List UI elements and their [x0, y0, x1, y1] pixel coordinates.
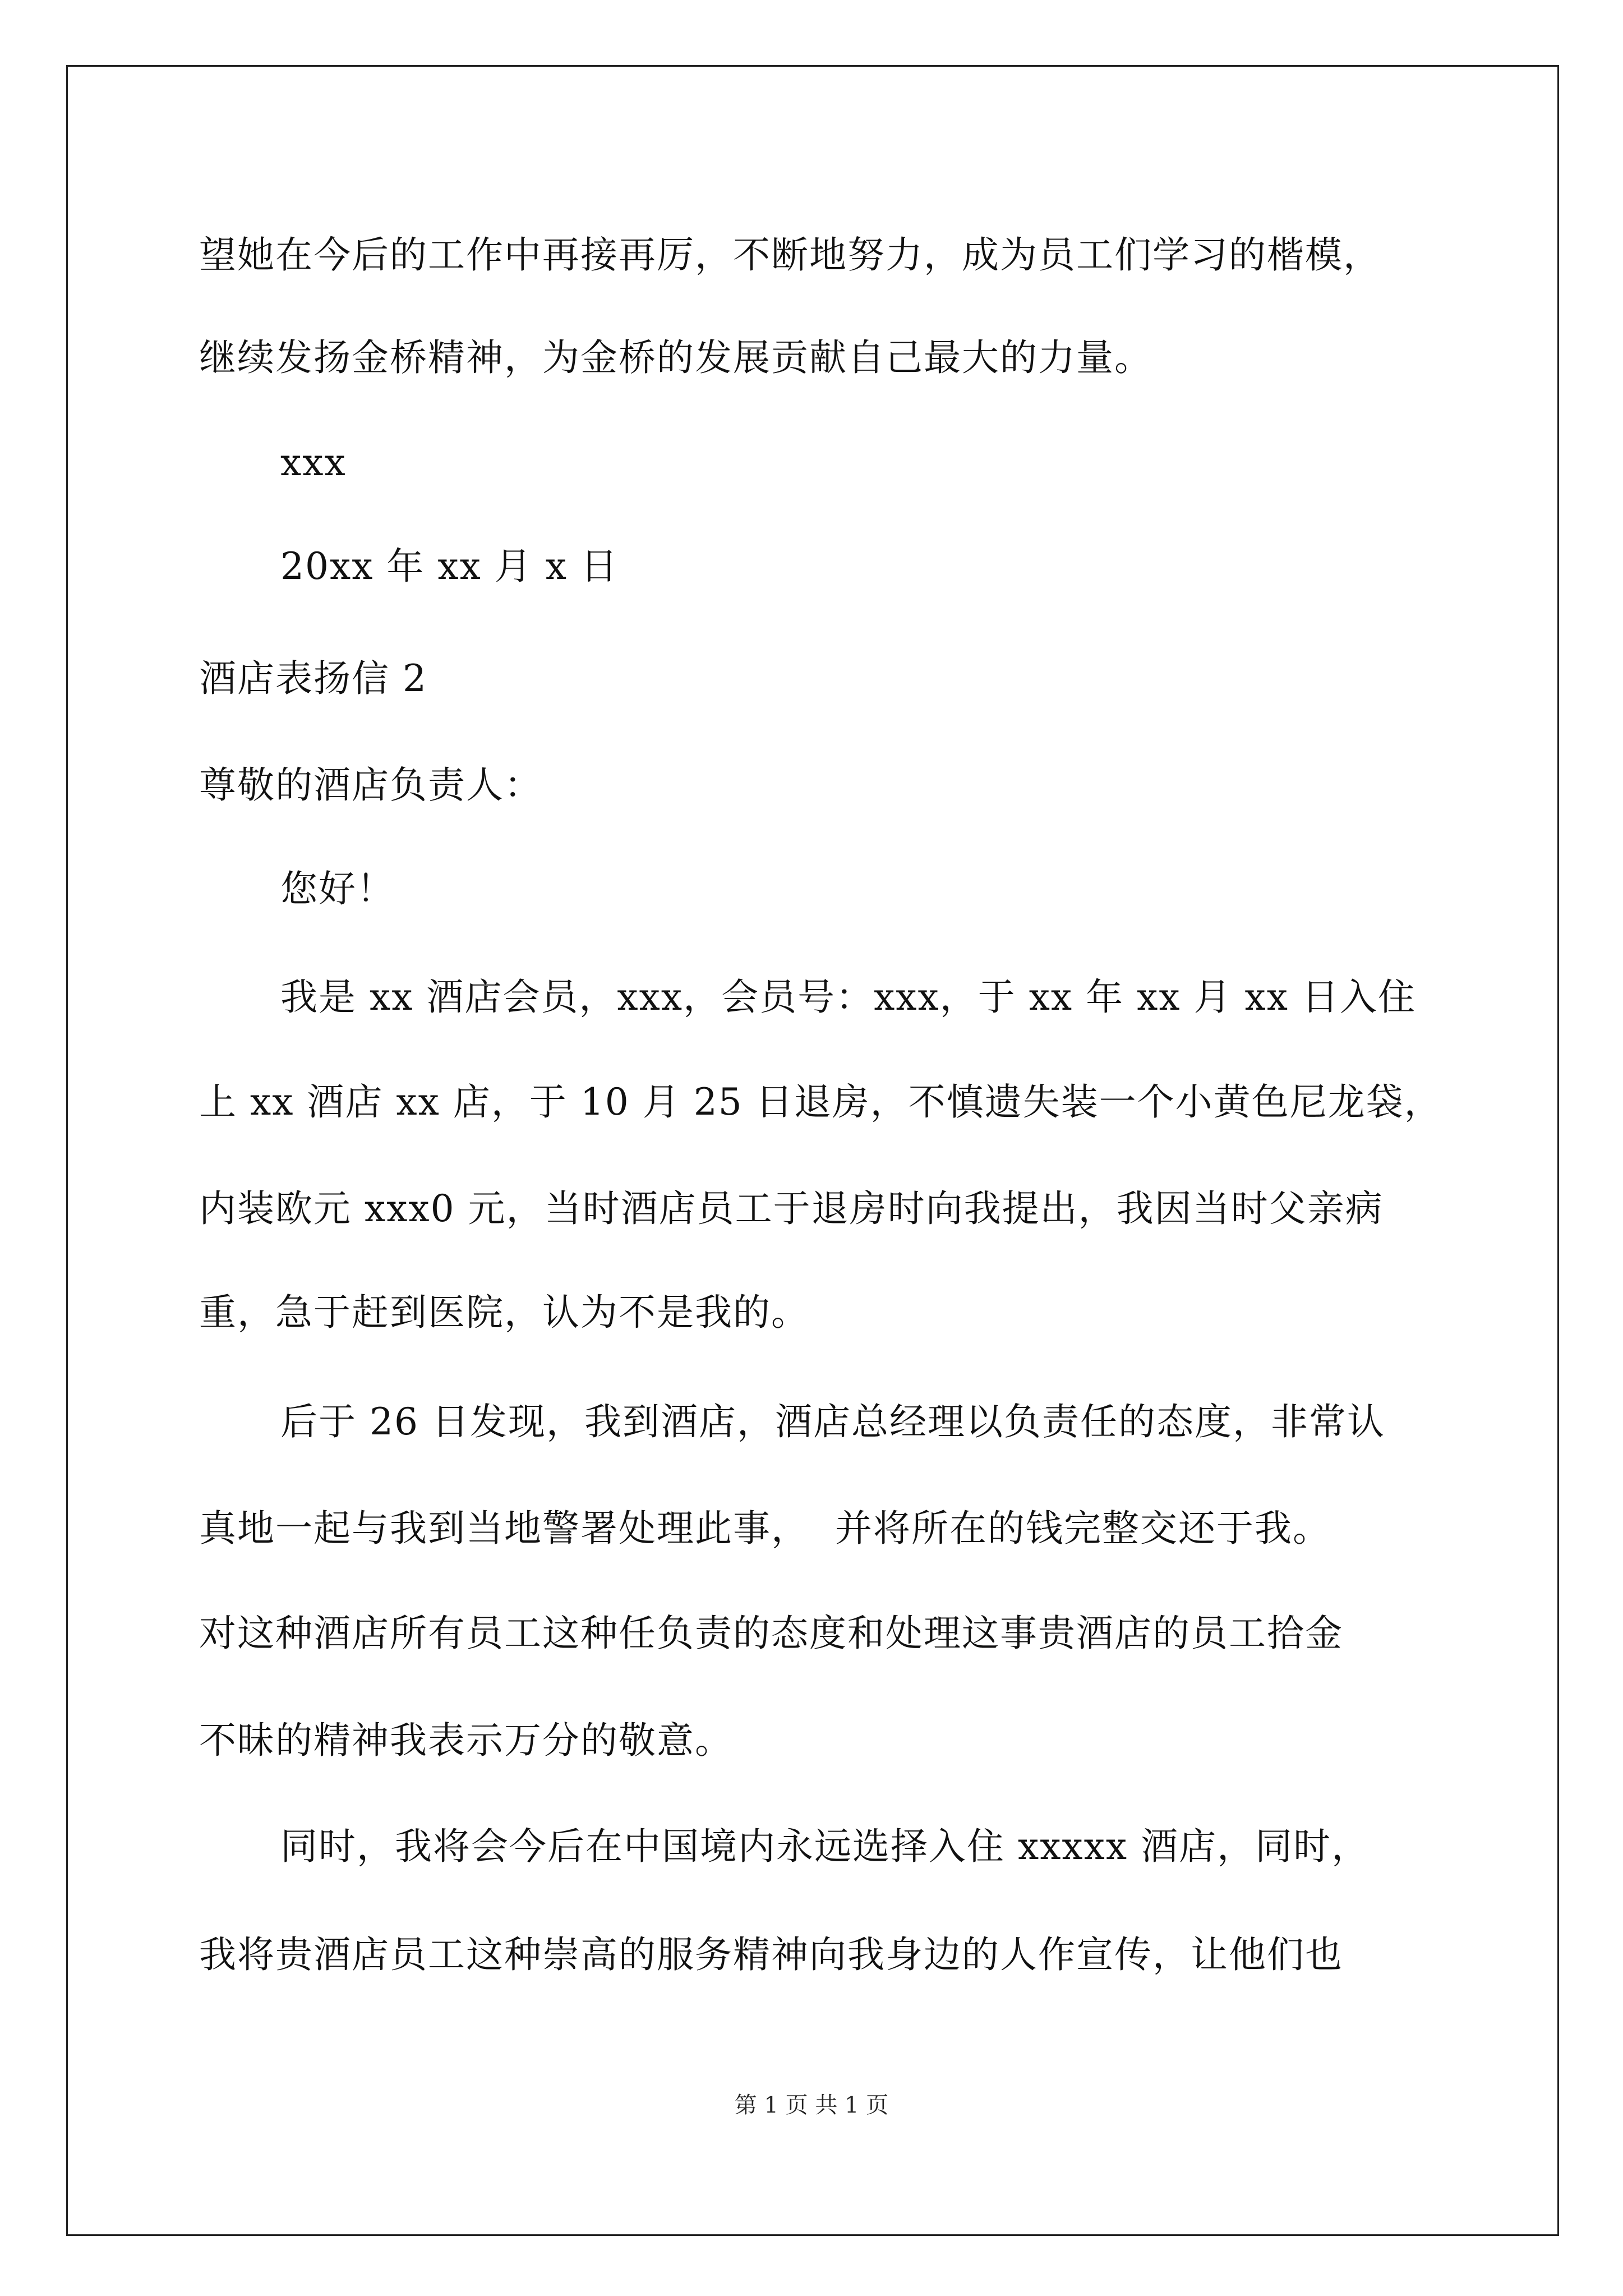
body-line: 后于 26 日发现，我到酒店，酒店总经理以负责任的态度，非常认: [280, 1400, 1385, 1443]
signature: xxx: [280, 441, 347, 484]
letter-title: 酒店表扬信 2: [199, 657, 427, 700]
body-line: 重，急于赶到医院，认为不是我的。: [199, 1291, 809, 1334]
body-line: 内装欧元 xxx0 元，当时酒店员工于退房时向我提出，我因当时父亲病: [199, 1187, 1384, 1230]
body-line: 对这种酒店所有员工这种任负责的态度和处理这事贵酒店的员工拾金: [199, 1612, 1343, 1655]
body-line: 继续发扬金桥精神，为金桥的发展贡献自己最大的力量。: [199, 336, 1152, 379]
body-line: 不昧的精神我表示万分的敬意。: [199, 1719, 733, 1762]
greeting: 您好！: [280, 867, 395, 910]
body-line: 真地一起与我到当地警署处理此事， 并将所在的钱完整交还于我。: [199, 1507, 1331, 1550]
body-line: 我将贵酒店员工这种崇高的服务精神向我身边的人作宣传，让他们也: [199, 1933, 1343, 1976]
body-line: 同时，我将会今后在中国境内永远选择入住 xxxxx 酒店，同时，: [280, 1825, 1370, 1868]
page-footer: 第 1 页 共 1 页: [734, 2092, 889, 2118]
page-frame: [66, 65, 1559, 2236]
body-line: 望她在今后的工作中再接再厉，不断地努力，成为员工们学习的楷模，: [199, 233, 1381, 277]
salutation: 尊敬的酒店负责人：: [199, 763, 542, 807]
body-line: 我是 xx 酒店会员，xxx，会员号：xxx，于 xx 年 xx 月 xx 日入住: [280, 976, 1416, 1019]
date-line: 20xx 年 xx 月 x 日: [280, 545, 619, 588]
body-line: 上 xx 酒店 xx 店，于 10 月 25 日退房，不慎遗失装一个小黄色尼龙袋，: [199, 1080, 1442, 1124]
